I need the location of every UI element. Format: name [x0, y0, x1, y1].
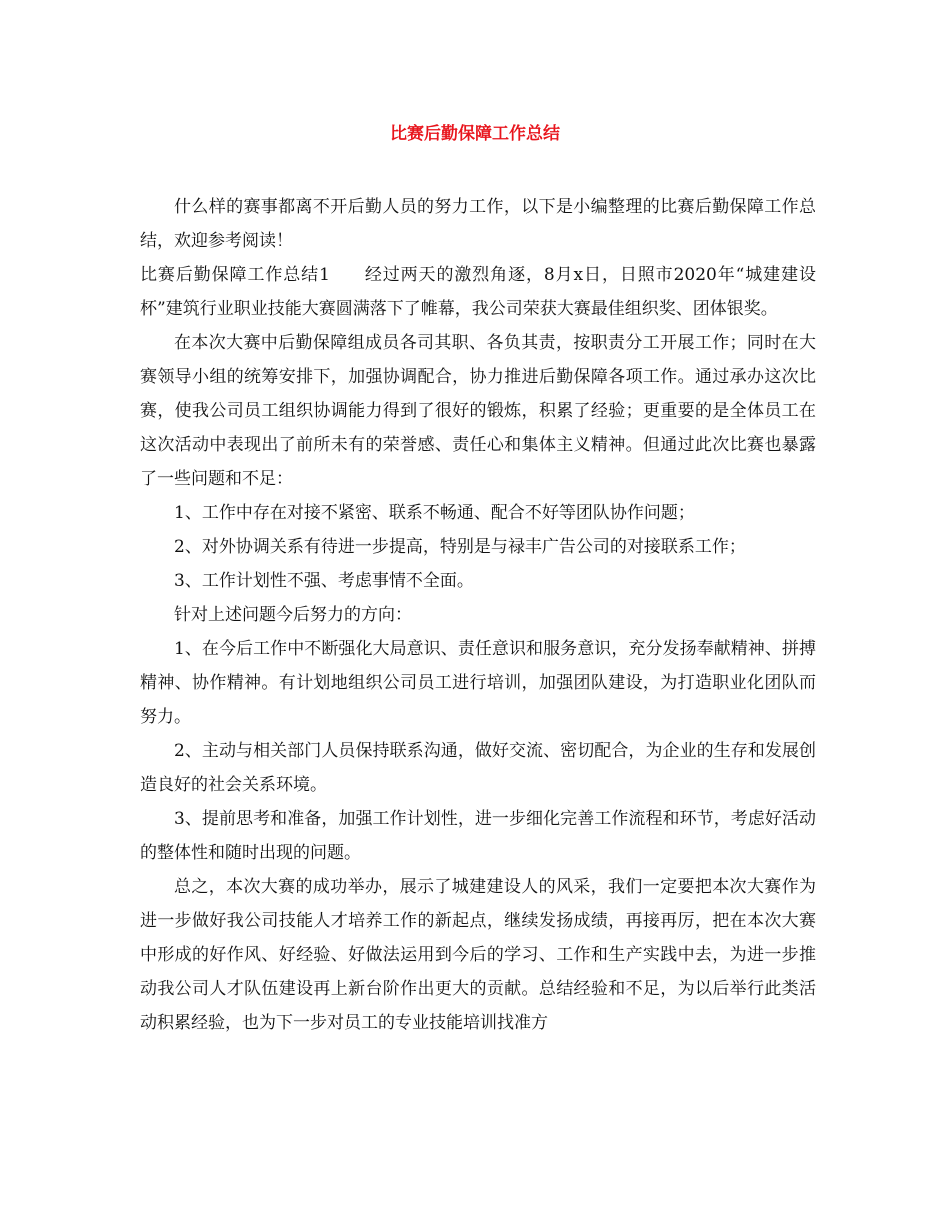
body-paragraph: 在本次大赛中后勤保障组成员各司其职、各负其责，按职责分工开展工作；同时在大赛领导小组的统筹安排下，加强协调配合，协力推进后勤保障各项工作。通过承办这次比赛，使我公司员工组织协调能力得到了很好的锻炼，积累了经验；更重要的是全体员工在这次活动中表现出了前所未有的荣誉感、责任心和集体主义精神。但通过此次比赛也暴露了一些问题和不足：	[140, 333, 816, 489]
document-body	[140, 190, 816, 1040]
section-heading: 比赛后勤保障工作总结1	[140, 265, 330, 285]
directions-heading: 针对上述问题今后努力的方向：	[174, 605, 412, 625]
direction-item: 1、在今后工作中不断强化大局意识、责任意识和服务意识，充分发扬奉献精神、拼搏精神、协作精神。有计划地组织公司员工进行培训，加强团队建设，为打造职业化团队而努力。	[140, 639, 816, 727]
section-lead-text: 经过两天的激烈角逐，8月x日，日照市2020年“城建建设杯”建筑行业职业技能大赛圆满落下了帷幕，我公司荣获大赛最佳组织奖、团体银奖。	[140, 265, 816, 319]
problem-item: 2、对外协调关系有待进一步提高，特别是与禄丰广告公司的对接联系工作；	[174, 537, 746, 557]
problem-item: 1、工作中存在对接不紧密、联系不畅通、配合不好等团队协作问题；	[174, 503, 695, 523]
conclusion-paragraph: 总之，本次大赛的成功举办，展示了城建建设人的风采，我们一定要把本次大赛作为进一步做好我公司技能人才培养工作的新起点，继续发扬成绩，再接再厉，把在本次大赛中形成的好作风、好经验、好做法运用到今后的学习、工作和生产实践中去，为进一步推动我公司人才队伍建设再上新台阶作出更大的贡献。总结经验和不足，为以后举行此类活动积累经验，也为下一步对员工的专业技能培训找准方	[140, 877, 816, 1033]
direction-item: 3、提前思考和准备，加强工作计划性，进一步细化完善工作流程和环节，考虑好活动的整体性和随时出现的问题。	[140, 809, 816, 863]
problem-item: 3、工作计划性不强、考虑事情不全面。	[174, 571, 474, 591]
section-paragraph	[140, 258, 816, 326]
intro-paragraph: 什么样的赛事都离不开后勤人员的努力工作，以下是小编整理的比赛后勤保障工作总结，欢迎参考阅读！	[140, 197, 816, 251]
direction-item: 2、主动与相关部门人员保持联系沟通，做好交流、密切配合，为企业的生存和发展创造良好的社会关系环境。	[140, 741, 816, 795]
document-title: 比赛后勤保障工作总结	[390, 124, 560, 144]
